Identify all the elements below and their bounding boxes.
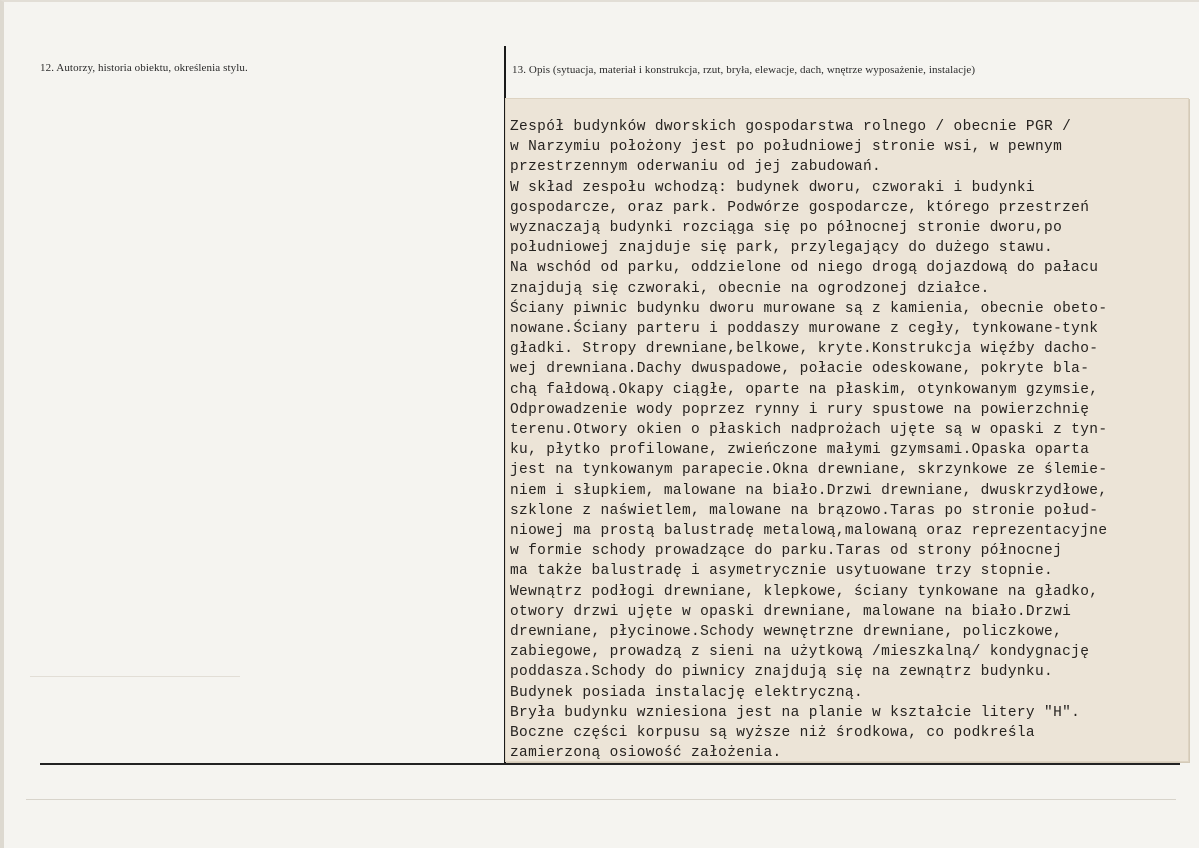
section-13-heading: 13. Opis (sytuacja, materiał i konstrukcja, rzut, bryła, elewacje, dach, wnętrze wyposażenie, instalacje) [512, 64, 976, 76]
typewritten-description: Zespół budynków dworskich gospodarstwa rolnego / obecnie PGR / w Narzymiu położony jest po południowej stronie wsi, w pewnym przestrzennym oderwaniu od jej zabudowań. W skład zespołu wchodzą: budynek dworu, czworaki i budynki gospodarcze, oraz park. Podwórze gospodarcze, którego przestrzeń wyznaczają budynki rozciąga się po północnej stronie dworu,po południowej znajduje się park, przylegający do dużego stawu. Na wschód od parku, oddzielone od niego drogą dojazdową do pałacu znajdują się czworaki, obecnie na ogrodzonej działce. Ściany piwnic budynku dworu murowane są z kamienia, obecnie obeto- nowane.Ściany parteru i poddaszy murowane z cegły, tynkowane-tynk gładki. Stropy drewniane,belkowe, kryte.Konstrukcja więźby dacho- wej drewniana.Dachy dwuspadowe, połacie odeskowane, pokryte bla- chą fałdową.Okapy ciągłe, oparte na płaskim, otynkowanym gzymsie, Odprowadzenie wody poprzez rynny i rury spustowe na powierzchnię terenu.Otwory okien o płaskich nadprożach ujęte są w opaski z tyn- ku, płytko profilowane, zwieńczone małymi gzymsami.Opaska oparta jest na tynkowanym parapecie.Okna drewniane, skrzynkowe ze ślemie- niem i słupkiem, malowane na biało.Drzwi drewniane, dwuskrzydłowe, szklone z naświetlem, malowane na brązowo.Taras po stronie połud- niowej ma prostą balustradę metalową,malowaną oraz reprezentacyjne w formie schody prowadzące do parku.Taras od strony północnej ma także balustradę i asymetrycznie usytuowane trzy stopnie. Wewnątrz podłogi drewniane, klepkowe, ściany tynkowane na gładko, otwory drzwi ujęte w opaski drewniane, malowane na biało.Drzwi drewniane, płycinowe.Schody wewnętrzne drewniane, policzkowe, zabiegowe, prowadzą z sieni na użytkową /mieszkalną/ kondygnację poddasza.Schody do piwnicy znajdują się na zewnątrz budynku. Budynek posiada instalację elektryczną. Bryła budynku wzniesiona jest na planie w kształcie litery "H". Boczne części korpusu są wyższe niż środkowa, co podkreśla zamierzoną osiowość założenia. [510, 119, 1108, 762]
faint-rule [30, 676, 240, 677]
faint-rule [26, 799, 1176, 800]
bottom-divider [40, 763, 1180, 765]
section-12-heading: 12. Autorzy, historia obiektu, określenia stylu. [40, 62, 248, 74]
